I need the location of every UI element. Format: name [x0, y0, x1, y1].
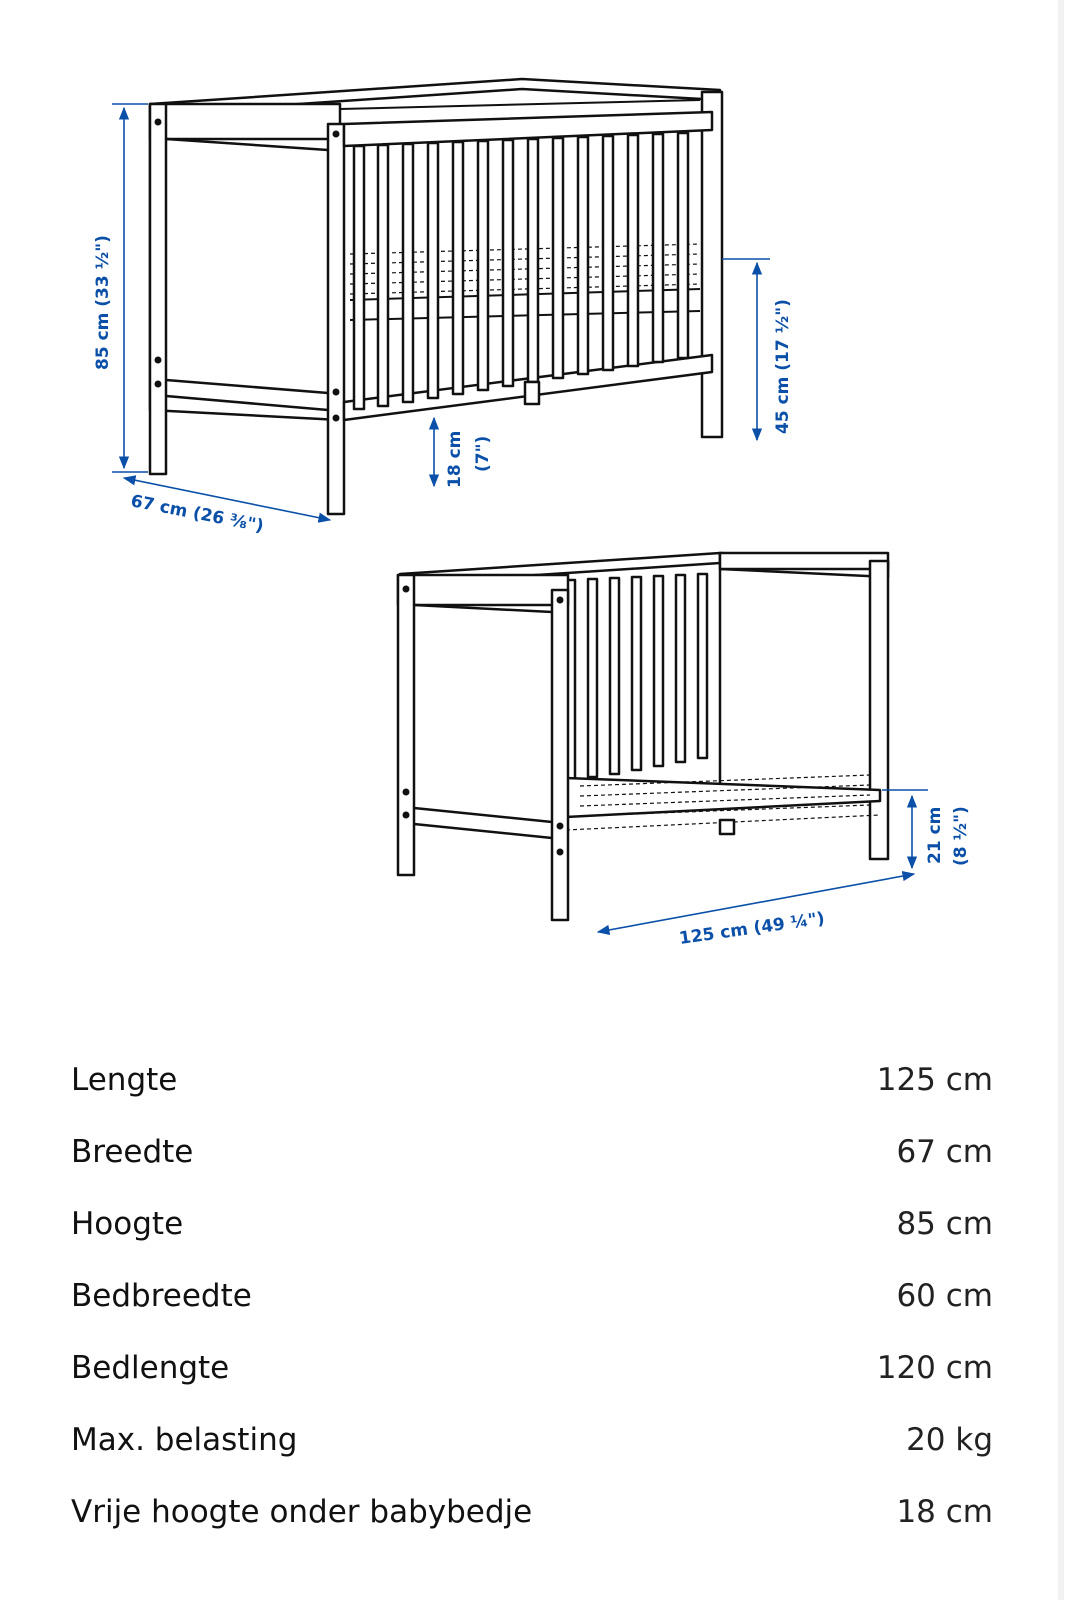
- crib-drawing: [150, 79, 722, 514]
- junior-bed-height-label: 21 cm: [925, 806, 945, 864]
- spec-row-hoogte: [71, 1188, 993, 1260]
- scrollbar[interactable]: [1058, 0, 1064, 1600]
- spec-row-bedlengte: [71, 1332, 993, 1404]
- spec-value: 20 kg: [906, 1422, 993, 1458]
- spec-row-lengte: [71, 1044, 993, 1116]
- spec-value: 18 cm: [896, 1494, 993, 1530]
- spec-label: Vrije hoogte onder babybedje: [71, 1494, 533, 1530]
- crib-width-label: 67 cm (26 ⅜"): [129, 491, 266, 537]
- spec-row-bedbreedte: [71, 1260, 993, 1332]
- spec-label: Lengte: [71, 1062, 178, 1098]
- spec-row-vrije-hoogte: [71, 1476, 993, 1548]
- crib-height-label: 85 cm (33 ½"): [93, 235, 113, 370]
- spec-row-max-belasting: [71, 1404, 993, 1476]
- spec-label: Bedbreedte: [71, 1278, 252, 1314]
- junior-bed-height-label-inch: (8 ½"): [951, 806, 971, 866]
- spec-label: Breedte: [71, 1134, 194, 1170]
- dimension-spec-list: [71, 1044, 993, 1548]
- crib-rail-height-label: 45 cm (17 ½"): [773, 299, 793, 434]
- crib-clearance-label-inch: (7"): [473, 435, 493, 472]
- spec-label: Hoogte: [71, 1206, 184, 1242]
- spec-row-breedte: [71, 1116, 993, 1188]
- spec-value: 60 cm: [896, 1278, 993, 1314]
- spec-label: Bedlengte: [71, 1350, 230, 1386]
- spec-value: 120 cm: [876, 1350, 993, 1386]
- spec-value: 67 cm: [896, 1134, 993, 1170]
- spec-label: Max. belasting: [71, 1422, 298, 1458]
- crib-clearance-label: 18 cm: [445, 430, 465, 488]
- spec-value: 125 cm: [876, 1062, 993, 1098]
- junior-bed-drawing: [398, 553, 888, 920]
- spec-value: 85 cm: [896, 1206, 993, 1242]
- junior-bed-length-label: 125 cm (49 ¼"): [677, 908, 826, 949]
